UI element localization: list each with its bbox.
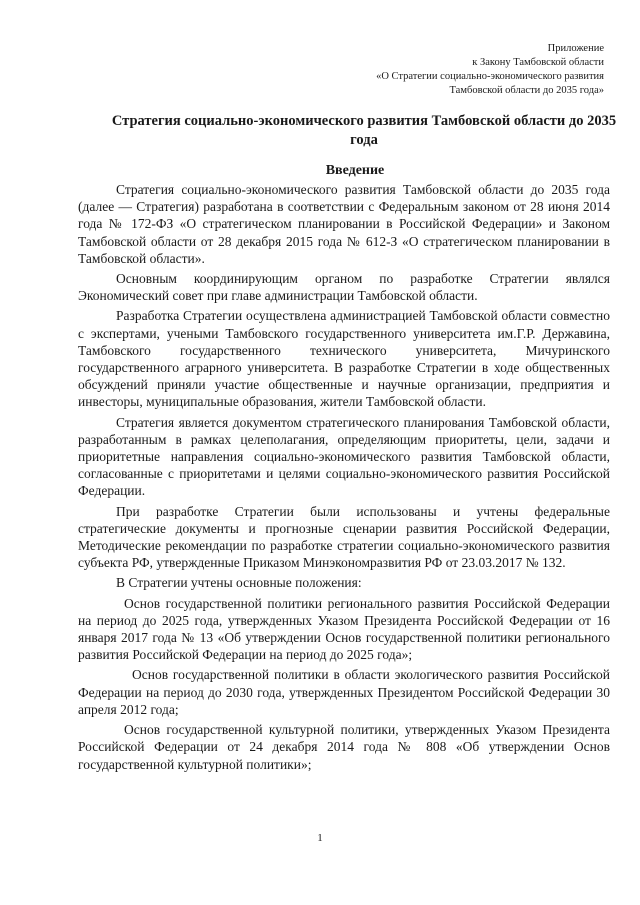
- paragraph: Разработка Стратегии осуществлена администрацией Тамбовской области совместно с экспертами, учеными Тамбовского государственного университета им.Г.Р. Державина, Тамбовского государственного технического университета, Мичуринского государственного аграрного университета. В разработке Стратегии в ходе общественных обсуждений приняли участие общественные и научные организации, предприятия и инвесторы, муниципальные образования, жители Тамбовской области.: [78, 308, 610, 410]
- page-number: 1: [317, 832, 323, 844]
- paragraph: Стратегия социально-экономического развития Тамбовской области до 2035 года (далее — Стратегия) разработана в соответствии с Федеральным законом от 28 июня 2014 года № 172-ФЗ «О стратегическом планировании в Российской Федерации» и Законом Тамбовской области от 28 декабря 2015 года № 612-З «О стратегическом планировании в Тамбовской области».: [78, 182, 610, 266]
- list-item: Основ государственной политики в области экологического развития Российской Федерации на период до 2030 года, утвержденных Президентом Российской Федерации 30 апреля 2012 года;: [78, 667, 610, 717]
- list-item: Основ государственной культурной политики, утвержденных Указом Президента Российской Федерации от 24 декабря 2014 года № 808 «Об утверждении Основ государственной культурной политики»;: [78, 722, 610, 772]
- appendix-line: Тамбовской области до 2035 года»: [449, 85, 604, 96]
- paragraph: Основным координирующим органом по разработке Стратегии являлся Экономический совет при главе администрации Тамбовской области.: [78, 271, 610, 304]
- appendix-note: [304, 42, 604, 98]
- list-item: Основ государственной политики регионального развития Российской Федерации на период до 2025 года, утвержденных Указом Президента Российской Федерации от 16 января 2017 года № 13 «Об утверждении Основ государственной политики регионального развития Российской Федерации на период до 2025 года»;: [78, 595, 610, 663]
- appendix-line: к Закону Тамбовской области: [472, 57, 604, 68]
- paragraph: В Стратегии учтены основные положения:: [116, 575, 362, 591]
- paragraph: Стратегия является документом стратегического планирования Тамбовской области, разработанным в рамках целеполагания, определяющим приоритеты, цели, задачи и приоритетные направления социально-экономического развития Тамбовской области, согласованные с приоритетами и целями социально-экономического развития Российской Федерации.: [78, 414, 610, 499]
- appendix-line: «О Стратегии социально-экономического развития: [376, 71, 604, 82]
- section-heading: Введение: [325, 163, 385, 178]
- document-title: Стратегия социально-экономического развития Тамбовской области до 2035 года: [111, 113, 617, 148]
- appendix-line: Приложение: [547, 43, 604, 54]
- document-body: [78, 181, 610, 776]
- paragraph: При разработке Стратегии были использованы и учтены федеральные стратегические документы и прогнозные сценарии развития Российской Федерации, Методические рекомендации по разработке стратегии социально-экономического развития субъекта РФ, утвержденные Приказом Минэкономразвития РФ от 23.03.2017 № 132.: [78, 503, 610, 571]
